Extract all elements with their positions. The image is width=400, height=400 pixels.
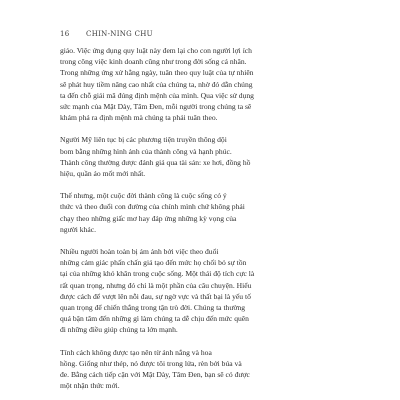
text-line: chạy theo những giấc mơ hay đáp ứng những kỳ vọng của	[60, 213, 237, 223]
text-line: quan trọng để chiến thắng trong tận trò đời. Chúng ta thường	[60, 303, 246, 313]
text-line: rất quan trọng, nhưng đó chỉ là một phần của câu chuyện. Hiểu	[60, 280, 252, 290]
text-line: hiệu, quần áo mốt mới nhất.	[60, 169, 146, 179]
paragraph-gap	[60, 123, 342, 134]
text-line: bom bằng những hình ảnh của thành công và hạnh phúc.	[60, 146, 232, 156]
running-header	[60, 30, 153, 38]
text-line: Người Mỹ liên tục bị các phương tiện truyền thông dội	[60, 135, 227, 145]
paragraph-5	[60, 347, 342, 392]
text-line: Thành công thường được đánh giá qua tài sản: xe hơi, đồng hồ	[60, 157, 251, 167]
text-line: tại của những khó khăn trong cuộc sống. Một thái độ tích cực là	[60, 269, 255, 279]
paragraph-gap	[60, 235, 342, 246]
text-line: trong công việc kinh doanh cũng như trong đời sống cá nhân.	[60, 57, 247, 67]
text-line: đi những điều giúp chúng ta lớn mạnh.	[60, 325, 178, 335]
text-line: được cách để vượt lên nỗi đau, sự ngờ vực và thất bại là yếu tố	[60, 291, 251, 301]
text-line: một nhận thức mới.	[60, 381, 120, 391]
text-line: sẽ phát huy tiềm năng cao nhất của chúng ta, nhờ đó dẫn chúng	[60, 79, 253, 89]
text-line: quá bận tâm đến những gì làm chúng ta dễ chịu đến mức quên	[60, 314, 249, 324]
text-line: Thế nhưng, một cuộc đời thành công là cuộc sống có ý	[60, 191, 227, 201]
text-line: hồng. Giống như thép, nó được tôi trong lửa, rèn bởi búa và	[60, 358, 242, 368]
text-line: khám phá ra định mệnh mà chúng ta phải tuân theo.	[60, 113, 218, 123]
paragraph-1	[60, 45, 342, 123]
text-line: sức mạnh của Mặt Dày, Tâm Đen, mỗi người trong chúng ta sẽ	[60, 102, 252, 112]
paragraph-2	[60, 134, 342, 179]
page-number: 16	[60, 30, 70, 38]
text-line: ta đến chỗ giải mã đúng định mệnh của mình. Qua việc sử dụng	[60, 90, 254, 100]
text-line: người khác.	[60, 224, 96, 234]
text-line: đe. Bằng cách tiếp cận với Mặt Dày, Tâm Đen, bạn sẽ có được	[60, 370, 250, 380]
paragraph-gap	[60, 179, 342, 190]
paragraph-gap	[60, 336, 342, 347]
text-line: Nhiều người hoàn toàn bị ám ảnh bởi việc theo đuổi	[60, 247, 219, 257]
paragraph-3	[60, 190, 342, 235]
text-line: Trong những ứng xử hằng ngày, tuân theo quy luật của tự nhiên	[60, 68, 254, 78]
body-text	[60, 45, 342, 391]
text-line: những cảm giác phấn chấn giả tạo đến mức họ chối bỏ sự tồn	[60, 258, 247, 268]
text-line: thức và theo đuổi con đường của chính mình chứ không phải	[60, 202, 245, 212]
paragraph-4	[60, 246, 342, 336]
author-name: CHIN-NING CHU	[86, 30, 153, 38]
text-line: giáo. Việc ứng dụng quy luật này đem lại cho con người lợi ích	[60, 46, 252, 55]
text-line: Tính cách không được tạo nên từ ánh nắng và hoa	[60, 347, 212, 357]
